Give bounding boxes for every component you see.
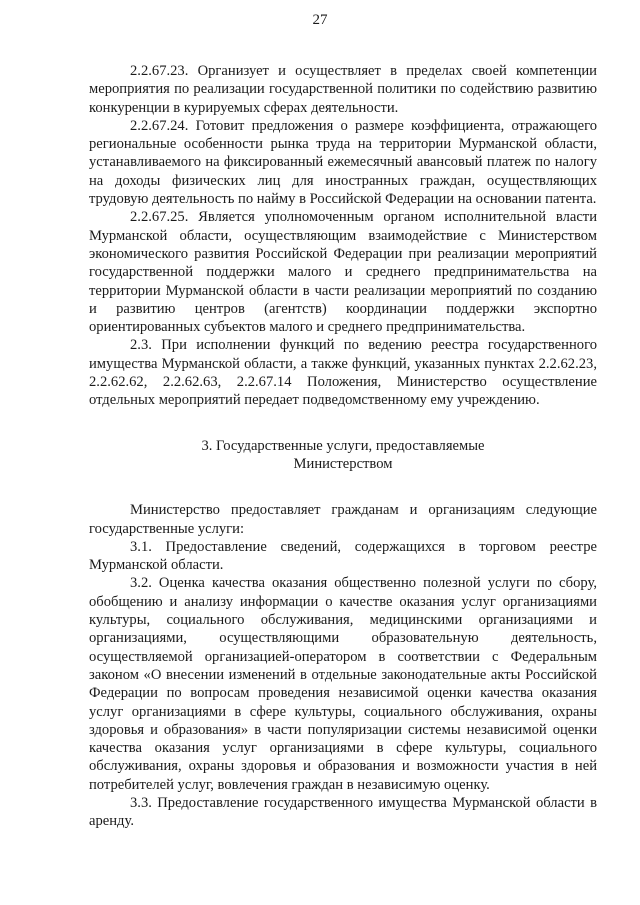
section-heading-line-1: 3. Государственные услуги, предоставляемые xyxy=(201,437,485,454)
paragraph-3-3: 3.3. Предоставление государственного имущества Мурманской области в аренду. xyxy=(89,794,597,830)
paragraph-3-2: 3.2. Оценка качества оказания общественно полезной услуги по сбору, обобщению и анализу информации о качестве оказания услуг организациями культуры, социального обслуживания, медицинскими организациями и организациями, осуществляющими образовательную деятельность, осуществляемой организацией-оператором в соответствии с Федеральным законом «О внесении изменений в отдельные законодательные акты Российской Федерации по вопросам проведения независимой оценки качества оказания услуг организациями в сфере культуры, социального обслуживания, охраны здоровья и образования» в части популяризации системы независимой оценки качества оказания услуг организациями в сфере культуры, социального обслуживания, охраны здоровья и образования и возможности участия в ней потребителей услуг, вовлечения граждан в независимую оценку. xyxy=(89,575,597,793)
paragraph-2-3: 2.3. При исполнении функций по ведению реестра государственного имущества Мурманской области, а также функций, указанных пунктах 2.2.62.23, 2.2.62.62, 2.2.62.63, 2.2.67.14 Положения, Министерство осуществление отдельных мероприятий передает подведомственному ему учреждению. xyxy=(89,337,597,409)
paragraph-2-2-67-25: 2.2.67.25. Является уполномоченным органом исполнительной власти Мурманской области, осуществляющим взаимодействие с Министерством экономического развития Российской Федерации при реализации мероприятий государственной поддержки малого и среднего предпринимательства на территории Мурманской области в части реализации мероприятий по созданию и развитию центров (агентств) координации поддержки экспортно ориентированных субъектов малого и среднего предпринимательства. xyxy=(89,209,597,336)
paragraph-2-2-67-23: 2.2.67.23. Организует и осуществляет в пределах своей компетенции мероприятия по реализации государственной политики по содействию развитию конкуренции в курируемых сферах деятельности. xyxy=(89,63,597,116)
paragraph-services-intro: Министерство предоставляет гражданам и организациям следующие государственные услуги: xyxy=(89,502,597,537)
paragraph-2-2-67-24: 2.2.67.24. Готовит предложения о размере коэффициента, отражающего региональные особенности рынка труда на территории Мурманской области, устанавливаемого на фиксированный ежемесячный авансовый платеж по налогу на доходы физических лиц для иностранных граждан, осуществляющих трудовую деятельность по найму в Российской Федерации на основании патента. xyxy=(89,117,597,208)
section-heading-line-2: Министерством xyxy=(293,455,393,472)
page-number: 27 xyxy=(312,12,328,28)
paragraph-3-1: 3.1. Предоставление сведений, содержащихся в торговом реестре Мурманской области. xyxy=(89,538,597,574)
section-heading xyxy=(89,437,597,474)
document-body xyxy=(89,62,597,831)
